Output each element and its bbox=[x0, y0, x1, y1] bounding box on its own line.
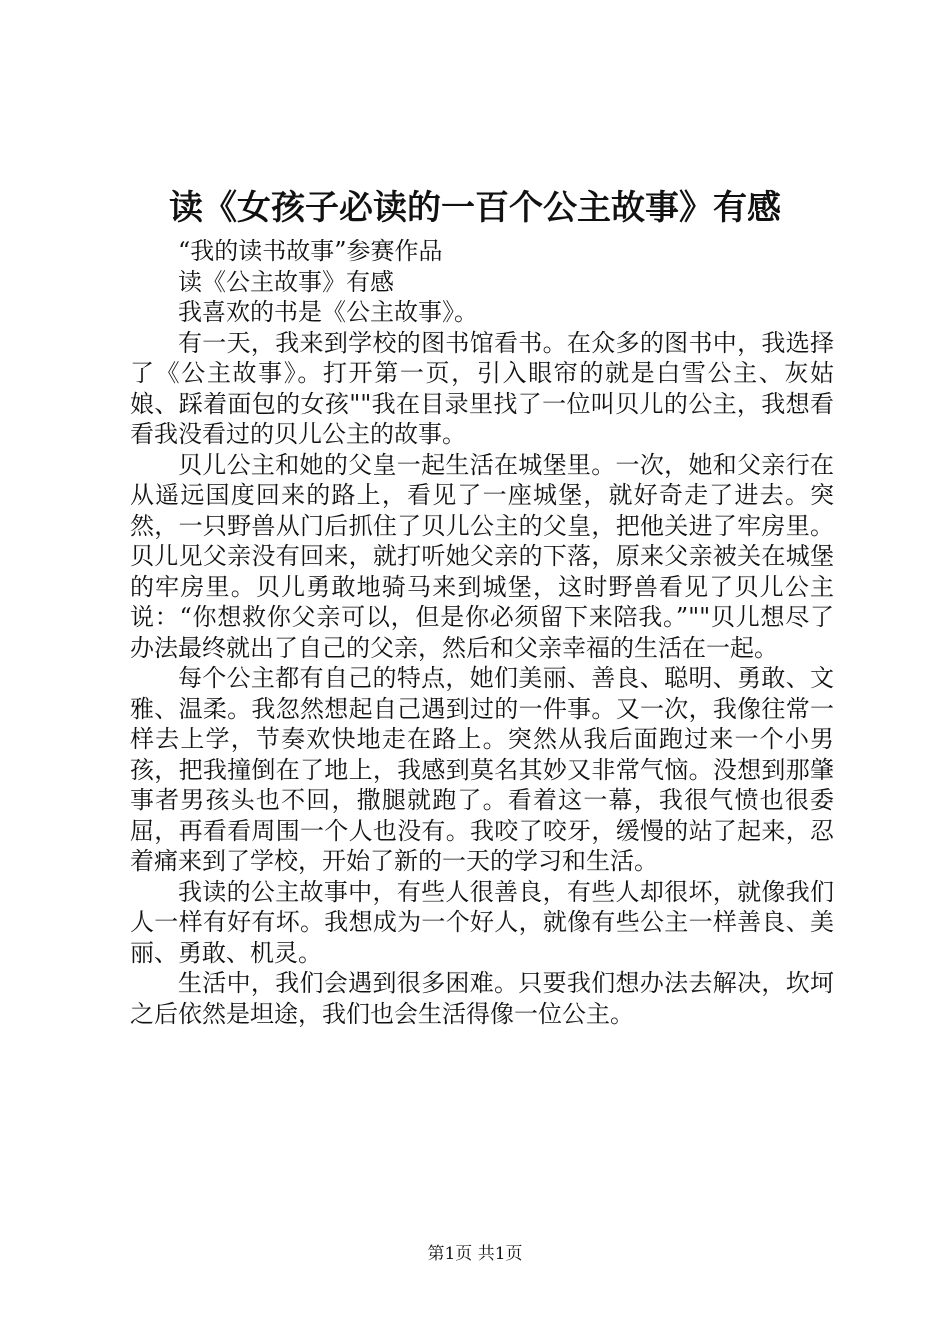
document-title: 读《女孩子必读的一百个公主故事》有感 bbox=[169, 188, 781, 228]
paragraph: 每个公主都有自己的特点，她们美丽、善良、聪明、勇敢、文雅、温柔。我忽然想起自己遇到过的一件事。又一次，我像往常一样去上学，节奏欢快地走在路上。突然从我后面跑过来一个小男孩，把我撞倒在了地上，我感到莫名其妙又非常气恼。没想到那肇事者男孩头也不回，撒腿就跑了。看着这一幕，我很气愤也很委屈，再看看周围一个人也没有。我咬了咬牙，缓慢的站了起来，忍着痛来到了学校，开始了新的一天的学习和生活。 bbox=[130, 664, 834, 875]
paragraph: 我喜欢的书是《公主故事》。 bbox=[178, 298, 478, 326]
paragraph-subtitle: 读《公主故事》有感 bbox=[178, 267, 394, 296]
document-body bbox=[130, 236, 834, 1029]
page-number-footer: 第1页 共1页 bbox=[427, 1244, 523, 1264]
paragraph: 贝儿公主和她的父皇一起生活在城堡里。一次，她和父亲行在从遥远国度回来的路上，看见了一座城堡，就好奇走了进去。突然，一只野兽从门后抓住了贝儿公主的父皇，把他关进了牢房里。贝儿见父亲没有回来，就打听她父亲的下落，原来父亲被关在城堡的牢房里。贝儿勇敢地骑马来到城堡，这时野兽看见了贝儿公主说：“你想救你父亲可以，但是你必须留下来陪我。”""贝儿想尽了办法最终就出了自己的父亲，然后和父亲幸福的生活在一起。 bbox=[130, 450, 834, 662]
paragraph-contest-label: “我的读书故事”参赛作品 bbox=[178, 237, 443, 265]
paragraph: 我读的公主故事中，有些人很善良，有些人却很坏，就像我们人一样有好有坏。我想成为一个好人，就像有些公主一样善良、美丽、勇敢、机灵。 bbox=[130, 877, 834, 967]
paragraph: 有一天，我来到学校的图书馆看书。在众多的图书中，我选择了《公主故事》。打开第一页，引入眼帘的就是白雪公主、灰姑娘、踩着面包的女孩""我在目录里找了一位叫贝儿的公主，我想看看我没看过的贝儿公主的故事。 bbox=[130, 328, 834, 448]
paragraph: 生活中，我们会遇到很多困难。只要我们想办法去解决，坎坷之后依然是坦途，我们也会生活得像一位公主。 bbox=[130, 969, 834, 1028]
